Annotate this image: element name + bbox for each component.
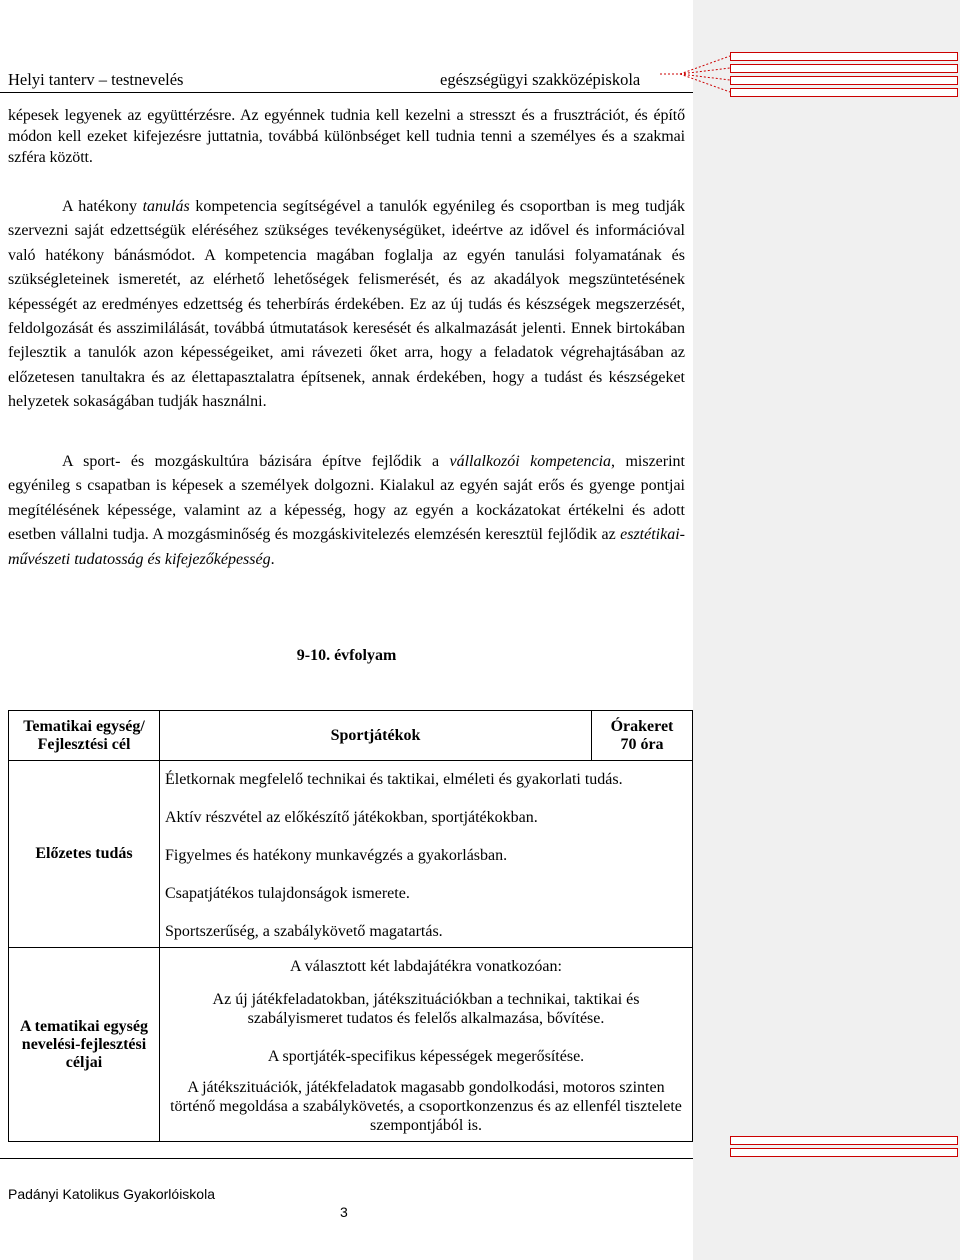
list-item: A választott két labdajátékra vonatkozóan: [290, 958, 562, 975]
paragraph-2 [8, 195, 685, 415]
footer-rule [0, 1158, 693, 1159]
comment-balloon[interactable] [730, 76, 958, 85]
header-left: Helyi tanterv – testnevelés [8, 70, 184, 89]
list-item: A játékszituációk, játékfeladatok magasabb gondolkodási, motoros szinten történő megoldása a szabálykövetés, a csoportkonzenzus és az ellenfél tisztelete szempontjából is. [170, 1079, 682, 1134]
list-item: Életkornak megfelelő technikai és taktikai, elméleti és gyakorlati tudás. [165, 771, 623, 788]
paragraph-1: képesek legyenek az együttérzésre. Az egyénnek tudnia kell kezelni a stresszt és a frusztrációt, és építő módon kell ezeket kifejezésre juttatnia, továbbá különbséget kell tudnia tenni a személyes és a szakmai szféra között. [8, 107, 685, 166]
list-item: Sportszerűség, a szabálykövető magatartás. [165, 923, 443, 940]
paragraph-3-text-c: . [270, 550, 275, 568]
curriculum-table [8, 710, 693, 1142]
list-item: Az új játékfeladatokban, játékszituációkban a technikai, taktikai és szabályismeret tudatos és felelős alkalmazása, bővítése. [212, 991, 640, 1027]
list-item: Figyelmes és hatékony munkavégzés a gyakorlásban. [165, 847, 508, 864]
cell-prior-knowledge-content [160, 761, 693, 948]
comment-margin-pane [693, 0, 960, 1260]
table-row-goals [9, 948, 693, 1142]
cell-unit-title: Sportjátékok [160, 711, 592, 761]
hours-label: Órakeret [610, 717, 674, 735]
paragraph-3-emphasis-2: esztétikai-művészeti tudatosság és kifejezőképesség [8, 526, 685, 568]
comment-balloon[interactable] [730, 1136, 958, 1145]
list-item: A sportjáték-specifikus képességek megerősítése. [267, 1048, 585, 1065]
footer-school: Padányi Katolikus Gyakorlóiskola [8, 1186, 215, 1202]
comment-balloon[interactable] [730, 1148, 958, 1157]
comment-balloon[interactable] [730, 52, 958, 61]
table-row-header [9, 711, 693, 761]
paragraph-2-text-a: A hatékony [62, 198, 143, 215]
comment-connector-icon [660, 50, 740, 100]
paragraph-3-text-a: A sport- és mozgáskultúra bázisára építve fejlődik a [62, 453, 450, 470]
list-item: Csapatjátékos tulajdonságok ismerete. [165, 885, 410, 902]
paragraph-3-emphasis-1: vállalkozói kompetencia [449, 453, 612, 470]
list-item: Aktív részvétel az előkészítő játékokban, sportjátékokban. [165, 809, 538, 826]
comment-balloon[interactable] [730, 88, 958, 97]
page-number: 3 [340, 1204, 348, 1220]
grade-heading: 9-10. évfolyam [296, 647, 397, 664]
cell-goals-content [160, 948, 693, 1142]
hours-value: 70 óra [620, 735, 664, 753]
cell-hours [592, 711, 693, 761]
cell-goals-label: A tematikai egység nevelési-fejlesztési céljai [9, 948, 160, 1142]
paragraph-3 [8, 450, 685, 572]
cell-unit-label: Tematikai egység/ Fejlesztési cél [9, 711, 160, 761]
paragraph-2-text-b: kompetencia segítségével a tanulók egyénileg és csoportban is meg tudják szervezni saját edzettségük eléréséhez szükséges tevékenységüket, ideértve az idővel és információval való hatékony bánásmódot. A kompetencia magában foglalja az egyén tanulási folyamatának és szükségleteinek ismeretét, az elérhető lehetőségek felismerését, és az akadályok megszüntetésének képességét az eredményes edzettség és teherbírás érdekében. Ez az új tudás és készségek megszerzését, feldolgozását és asszimilálását, továbbá útmutatások keresését és alkalmazását jelenti. Ennek birtokában fejlesztik a tanulók azon képességeiket, ami rávezeti őket arra, hogy a feladatok végrehajtásában az előzetesen tanultakra és az élettapasztalatra építsenek, annak érdekében, hogy a tudást és készségeket helyzetek sokaságában tudják használni. [8, 198, 686, 411]
paragraph-2-emphasis: tanulás [142, 198, 190, 215]
header-rule [0, 92, 693, 93]
cell-prior-knowledge-label: Előzetes tudás [9, 761, 160, 948]
paragraph-3-text-b: , miszerint egyénileg s csapatban is képesek a személyek dolgozni. Kialakul az egyén saját erős és gyenge pontjai megítélésének képessége, valamint az a képesség, hogy az egyén a kockázatokat értékelni és adott esetben vállalni tudja. A mozgásminőség és mozgáskivitelezés elemzésén keresztül fejlődik az [8, 453, 686, 544]
table-row-prior-knowledge [9, 761, 693, 948]
header-right: egészségügyi szakközépiskola [440, 70, 641, 89]
comment-balloon[interactable] [730, 64, 958, 73]
